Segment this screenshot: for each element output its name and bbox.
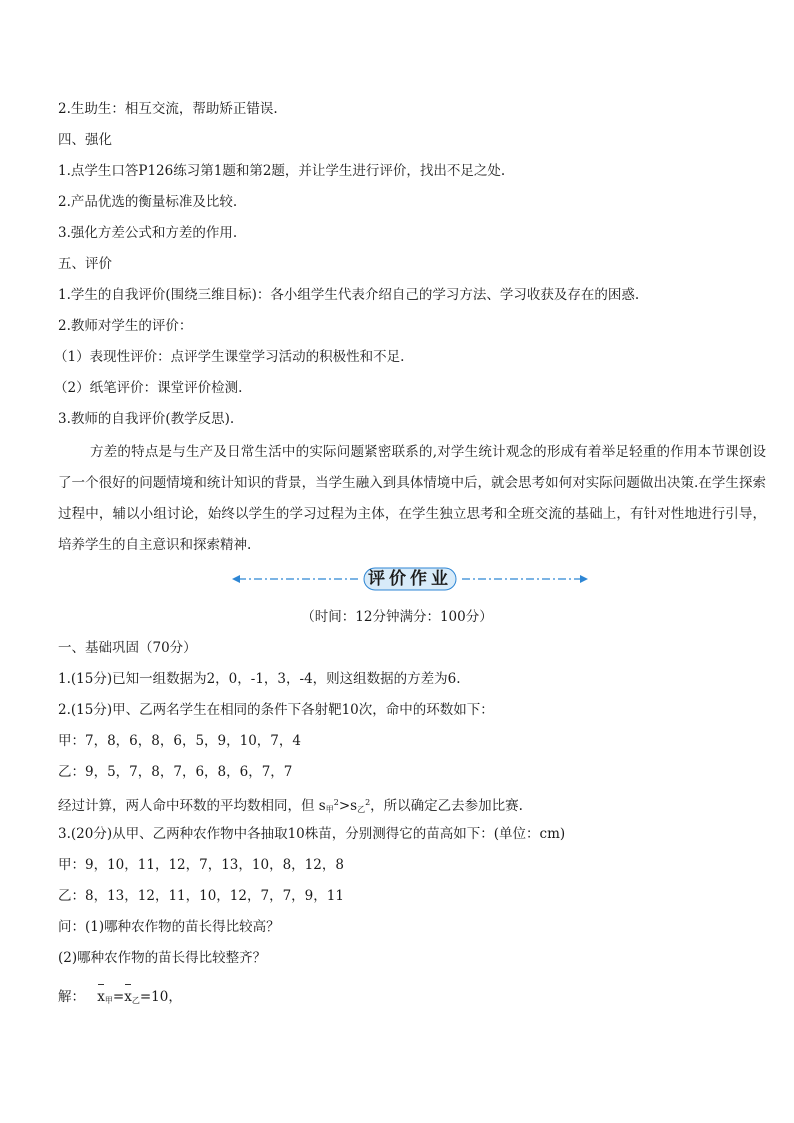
solution-label: 解： (58, 989, 85, 1005)
mean-expression (97, 989, 182, 1005)
reflection-paragraph: 方差的特点是与生产及日常生活中的实际问题紧密联系的,对学生统计观念的形成有着举足轻重的作用本节课创设了一个很好的问题情境和统计知识的背景，当学生融入到具体情境中后，就会思考如何对实际问题做出决策.在学生探索过程中，辅以小组讨论，始终以学生的学习过程为主体，在学生独立思考和全班交流的基础上，有针对性地进行引导，培养学生的自主意识和探索精神. (58, 444, 766, 553)
equals-sign: = (112, 989, 125, 1005)
text-line: 1.点学生口答P126练习第1题和第2题，并让学生进行评价，找出不足之处. (58, 163, 506, 179)
text-line: 2.教师对学生的评价： (58, 318, 193, 334)
subscript-yi: 乙 (131, 996, 140, 1005)
question-2: 2.(15分)甲、乙两名学生在相同的条件下各射靶10次，命中的环数如下： (58, 702, 494, 718)
question-1: 1.(15分)已知一组数据为2，0，-1，3，-4，则这组数据的方差为6. (58, 671, 461, 687)
section-banner (230, 566, 590, 592)
question-3-ask-1: 问：(1)哪种农作物的苗长得比较高？ (58, 919, 280, 935)
subscript-jia: 甲 (104, 996, 113, 1005)
section-heading-evaluation: 五、评价 (58, 256, 112, 272)
subscript-jia: 甲 (325, 805, 334, 814)
conclusion-prefix: 经过计算，两人命中环数的平均数相同，但 s (58, 798, 326, 814)
superscript-2: 2 (333, 798, 339, 807)
superscript-2: 2 (365, 798, 371, 807)
question-2-data-yi: 乙：9，5，7，8，7，6，8，6，7，7 (58, 764, 293, 780)
text-line: 3.强化方差公式和方差的作用. (58, 225, 238, 241)
text-line: （2）纸笔评价：课堂评价检测. (54, 380, 243, 396)
banner-title: 评价作业 (368, 569, 452, 589)
text-line: 2.产品优选的衡量标准及比较. (58, 194, 238, 210)
solution-line (58, 988, 758, 1010)
subscript-yi: 乙 (357, 805, 366, 814)
question-3-ask-2: (2)哪种农作物的苗长得比较整齐？ (58, 950, 267, 966)
question-2-data-jia: 甲：7，8，6，8，6，5，9，10，7，4 (58, 733, 301, 749)
question-2-conclusion (58, 794, 758, 819)
mean-value: =10， (139, 989, 182, 1005)
exercise-section-heading: 一、基础巩固（70分） (58, 640, 197, 656)
conclusion-suffix: ，所以确定乙去参加比赛. (370, 798, 523, 814)
question-3-data-jia: 甲：9，10，11，12，7，13，10，8，12，8 (58, 857, 344, 873)
question-3-data-yi: 乙：8，13，12，11，10，12，7，7，9，11 (58, 888, 344, 904)
conclusion-mid: >s (338, 798, 358, 814)
mean-x-yi: x (124, 989, 132, 1005)
question-3: 3.(20分)从甲、乙两种农作物中各抽取10株苗，分别测得它的苗高如下：(单位：cm) (58, 826, 566, 842)
section-heading-strengthen: 四、强化 (58, 132, 112, 148)
text-line: 2.生助生：相互交流，帮助矫正错误. (58, 101, 278, 117)
text-line: （1）表现性评价：点评学生课堂学习活动的积极性和不足. (54, 349, 405, 365)
mean-x-jia: x (97, 989, 105, 1005)
text-line: 1.学生的自我评价(围绕三维目标)：各小组学生代表介绍自己的学习方法、学习收获及存在的困惑. (58, 287, 640, 303)
time-note: （时间：12分钟满分：100分） (301, 609, 493, 625)
text-line: 3.教师的自我评价(教学反思). (58, 411, 235, 427)
